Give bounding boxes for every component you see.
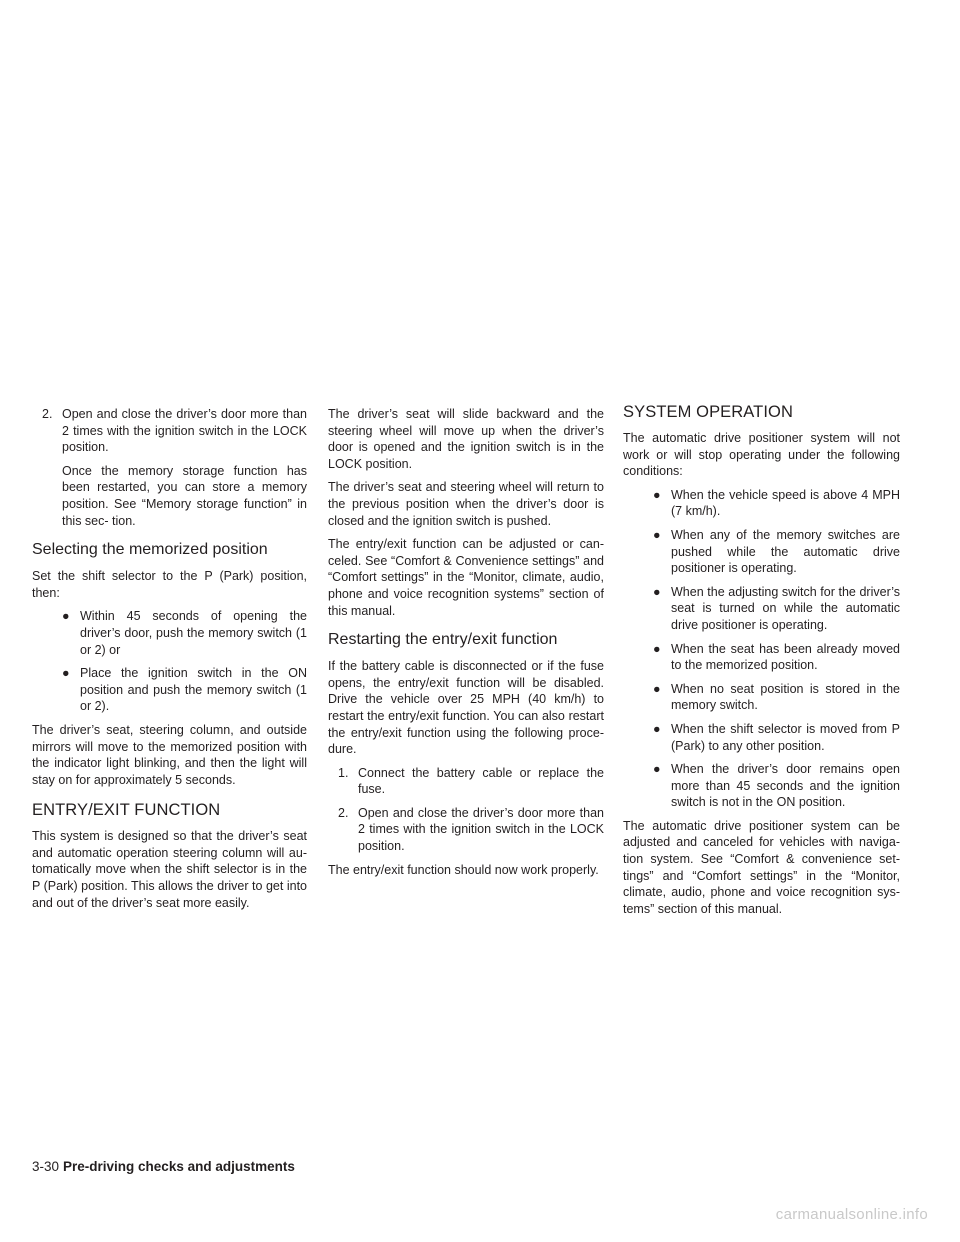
bullet-item (623, 641, 900, 674)
column-right (623, 403, 900, 924)
bullet-text: When the shift selector is moved from P (Park) to any other position. (671, 721, 900, 753)
heading-selecting-memorized-position: Selecting the memorized position (32, 541, 268, 559)
step-text: Open and close the driver’s door more than 2 times with the ignition switch in the LOCK position. (62, 407, 307, 455)
bullet-icon: ● (653, 584, 661, 599)
bullet-icon: ● (653, 681, 661, 696)
step-number: 1. (338, 765, 349, 780)
bullet-icon: ● (653, 487, 661, 502)
page-footer (32, 1159, 295, 1174)
paragraph: The automatic drive positioner system will not work or will stop operating under the following conditions: (623, 431, 900, 479)
bullet-item (623, 527, 900, 577)
bullet-text: When no seat position is stored in the memory switch. (671, 681, 900, 713)
heading-restarting-entry-exit: Restarting the entry/exit function (328, 631, 558, 649)
bullet-item (623, 721, 900, 754)
step-note: Once the memory storage function has been restarted, you can store a memory position. See “Memory storage function” in this sec- tion. (62, 463, 307, 528)
bullet-text: When the vehicle speed is above 4 MPH (7 km/h). (671, 487, 900, 519)
paragraph: The driver’s seat and steering wheel will return to the previous position when the driver’s door is closed and the ignition switch is pushed. (328, 480, 604, 528)
bullet-item (623, 761, 900, 811)
step-item (32, 406, 307, 456)
paragraph: Set the shift selector to the P (Park) position, then: (32, 569, 307, 600)
section-title: Pre-driving checks and adjustments (63, 1159, 295, 1174)
bullet-text: Within 45 seconds of opening the driver’s door, push the memory switch (1 or 2) or (80, 609, 307, 657)
paragraph: The automatic drive positioner system can be adjusted and canceled for vehicles with naviga- tion system. See “Comfort & convenience set- tings” and “Comfort settings” in the “Monitor, climate, audio, phone and voice recognition sys- tems” section of this manual. (623, 818, 900, 916)
step-number: 2. (338, 805, 349, 820)
paragraph: This system is designed so that the driver’s seat and automatic operation steering column will au- tomatically move when the shift selector is in the P (Park) position. This allows the driver to get into and out of the driver’s seat more easily. (32, 829, 307, 910)
step-number: 2. (42, 407, 53, 421)
paragraph: The entry/exit function should now work properly. (328, 862, 599, 877)
paragraph: The entry/exit function can be adjusted or can- celed. See “Comfort & Convenience settings” and “Comfort settings” in the “Monitor, climate, audio, phone and voice recognition systems” section of this manual. (328, 537, 604, 618)
bullet-item (32, 608, 307, 658)
step-text: Open and close the driver’s door more than 2 times with the ignition switch in the LOCK position. (358, 805, 604, 854)
bullet-icon: ● (653, 721, 661, 736)
paragraph: If the battery cable is disconnected or if the fuse opens, the entry/exit function will be disabled. Drive the vehicle over 25 MPH (40 km/h) to restart the entry/exit function. You can also restart the entry/exit function using the following proce- dure. (328, 659, 604, 757)
page-number: 3-30 (32, 1159, 60, 1174)
bullet-item (32, 665, 307, 715)
bullet-text: When the adjusting switch for the driver’s seat is turned on while the automatic drive positioner is operating. (671, 584, 900, 632)
bullet-item (623, 681, 900, 714)
paragraph: The driver’s seat will slide backward and the steering wheel will move up when the driver’s door is opened and the ignition switch is in the LOCK position. (328, 407, 604, 471)
bullet-item (623, 584, 900, 634)
bullet-text: When any of the memory switches are pushed while the automatic drive positioner is operating. (671, 527, 900, 576)
column-left (32, 406, 307, 918)
bullet-icon: ● (653, 641, 661, 656)
step-item (328, 805, 604, 855)
step-text: Connect the battery cable or replace the fuse. (358, 765, 604, 797)
bullet-text: Place the ignition switch in the ON position and push the memory switch (1 or 2). (80, 666, 307, 714)
watermark: carmanualsonline.info (775, 1206, 928, 1223)
bullet-icon: ● (62, 609, 70, 624)
bullet-text: When the driver’s door remains open more than 45 seconds and the ignition switch is not in the ON position. (671, 762, 900, 810)
step-item (328, 765, 604, 798)
heading-entry-exit-function: ENTRY/EXIT FUNCTION (32, 801, 221, 820)
bullet-item (623, 487, 900, 520)
bullet-text: When the seat has been already moved to the memorized position. (671, 641, 900, 673)
bullet-icon: ● (653, 527, 661, 542)
paragraph: The driver’s seat, steering column, and outside mirrors will move to the memorized position with the indicator light blinking, and then the light will stay on for approximately 5 seconds. (32, 722, 307, 787)
column-middle (328, 406, 604, 885)
heading-system-operation: SYSTEM OPERATION (623, 403, 793, 421)
bullet-icon: ● (653, 762, 661, 777)
bullet-icon: ● (62, 666, 70, 681)
